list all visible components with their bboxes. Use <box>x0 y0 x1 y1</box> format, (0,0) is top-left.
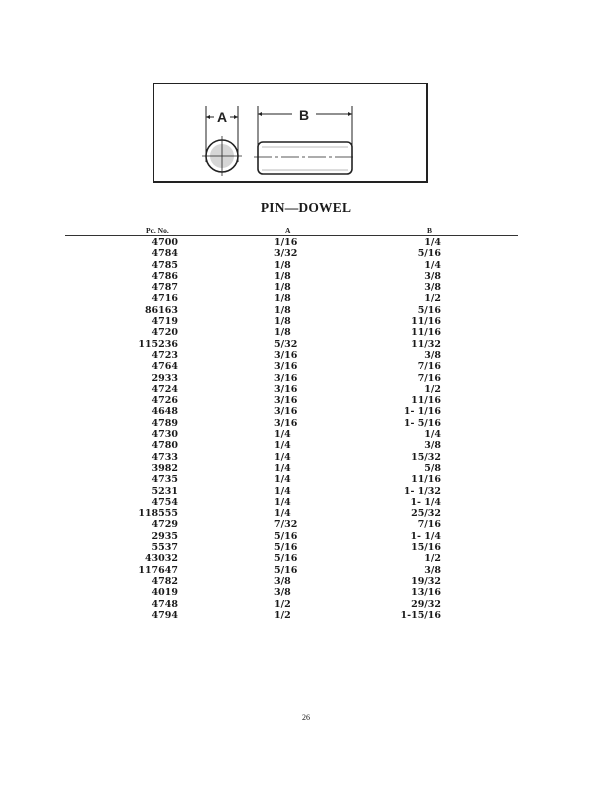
table-cell-b: 13/16 <box>411 587 441 599</box>
table-cell-a: 1/8 <box>274 282 291 294</box>
table-cell-b: 3/8 <box>424 440 441 452</box>
table-cell-a: 5/16 <box>274 564 298 576</box>
table-row <box>0 305 612 316</box>
table-cell-pc-no: 4754 <box>151 496 178 508</box>
dowel-pin-figure <box>153 83 428 183</box>
table-cell-b: 11/16 <box>411 316 441 328</box>
table-cell-pc-no: 4723 <box>151 349 178 361</box>
table-cell-b: 19/32 <box>411 575 441 587</box>
table-cell-a: 1/16 <box>274 237 298 248</box>
table-cell-a: 1/4 <box>274 429 291 441</box>
table-cell-a: 1/2 <box>274 598 291 610</box>
table-cell-pc-no: 4785 <box>151 259 178 271</box>
table-row <box>0 418 612 429</box>
table-cell-b: 3/8 <box>424 349 441 361</box>
table-cell-a: 3/16 <box>274 349 298 361</box>
table-cell-a: 5/32 <box>274 338 298 350</box>
table-row <box>0 576 612 587</box>
table-cell-pc-no: 4784 <box>151 248 178 260</box>
dowel-pin-diagram-icon <box>154 84 429 184</box>
table-row <box>0 519 612 530</box>
table-cell-b: 3/8 <box>424 564 441 576</box>
table-row <box>0 406 612 417</box>
table-row <box>0 440 612 451</box>
table-row <box>0 384 612 395</box>
table-cell-pc-no: 4735 <box>151 474 178 486</box>
table-cell-b: 1/2 <box>424 293 441 305</box>
table-cell-b: 1/2 <box>424 553 441 565</box>
column-header-a: A <box>285 226 291 235</box>
table-cell-b: 3/8 <box>424 282 441 294</box>
table-cell-b: 7/16 <box>417 519 441 531</box>
table-cell-a: 1/8 <box>274 293 291 305</box>
table-row <box>0 565 612 576</box>
table-row <box>0 531 612 542</box>
table-row <box>0 271 612 282</box>
table-cell-pc-no: 3982 <box>151 462 178 474</box>
table-cell-pc-no: 5537 <box>151 542 178 554</box>
table-cell-b: 5/16 <box>417 304 441 316</box>
table-cell-pc-no: 4764 <box>151 361 178 373</box>
table-cell-pc-no: 4787 <box>151 282 178 294</box>
table-cell-pc-no: 4716 <box>151 293 178 305</box>
table-cell-a: 5/16 <box>274 553 298 565</box>
table-cell-b: 1- 1/16 <box>403 406 441 418</box>
table-cell-a: 7/32 <box>274 519 298 531</box>
table-cell-b: 3/8 <box>424 270 441 282</box>
table-row <box>0 248 612 259</box>
table-row <box>0 587 612 598</box>
table-cell-b: 5/16 <box>417 248 441 260</box>
table-cell-pc-no: 117647 <box>138 564 178 576</box>
table-cell-a: 3/32 <box>274 248 298 260</box>
table-cell-a: 3/16 <box>274 383 298 395</box>
table-cell-pc-no: 4786 <box>151 270 178 282</box>
table-cell-a: 3/16 <box>274 361 298 373</box>
table-cell-pc-no: 4748 <box>151 598 178 610</box>
table-cell-b: 29/32 <box>411 598 441 610</box>
table-row <box>0 237 612 248</box>
table-cell-a: 5/16 <box>274 530 298 542</box>
table-cell-pc-no: 5231 <box>151 485 178 497</box>
table-row <box>0 474 612 485</box>
table-cell-pc-no: 4720 <box>151 327 178 339</box>
table-cell-b: 1/2 <box>424 383 441 395</box>
table-row <box>0 497 612 508</box>
table-cell-pc-no: 4648 <box>151 406 178 418</box>
table-cell-b: 1- 1/4 <box>410 496 441 508</box>
table-cell-a: 1/8 <box>274 316 291 328</box>
table-cell-pc-no: 2933 <box>151 372 178 384</box>
table-cell-a: 3/8 <box>274 575 291 587</box>
table-row <box>0 316 612 327</box>
table-cell-pc-no: 4729 <box>151 519 178 531</box>
table-cell-pc-no: 4700 <box>151 237 178 248</box>
table-cell-pc-no: 4724 <box>151 383 178 395</box>
table-row <box>0 553 612 564</box>
table-cell-b: 1/4 <box>424 237 441 248</box>
svg-text:A: A <box>216 109 228 125</box>
table-cell-pc-no: 4782 <box>151 575 178 587</box>
table-cell-pc-no: 86163 <box>144 304 178 316</box>
table-row <box>0 486 612 497</box>
table-cell-a: 1/4 <box>274 440 291 452</box>
table-cell-pc-no: 4019 <box>151 587 178 599</box>
table-row <box>0 508 612 519</box>
table-cell-b: 11/16 <box>411 474 441 486</box>
table-row <box>0 610 612 621</box>
table-cell-a: 1/4 <box>274 508 291 520</box>
table-cell-a: 1/4 <box>274 462 291 474</box>
table-cell-pc-no: 118555 <box>138 508 178 520</box>
table-row <box>0 350 612 361</box>
table-cell-pc-no: 4726 <box>151 395 178 407</box>
page-number: 26 <box>302 713 310 722</box>
table-cell-b: 1- 1/4 <box>410 530 441 542</box>
table-cell-pc-no: 2935 <box>151 530 178 542</box>
table-cell-a: 1/8 <box>274 327 291 339</box>
table-cell-a: 5/16 <box>274 542 298 554</box>
table-row <box>0 339 612 350</box>
table-cell-a: 1/4 <box>274 474 291 486</box>
table-cell-b: 15/32 <box>411 451 441 463</box>
table-row <box>0 293 612 304</box>
table-cell-a: 3/16 <box>274 417 298 429</box>
table-cell-b: 25/32 <box>411 508 441 520</box>
table-cell-b: 1- 1/32 <box>403 485 441 497</box>
table-cell-a: 3/16 <box>274 372 298 384</box>
table-row <box>0 463 612 474</box>
table-cell-pc-no: 4719 <box>151 316 178 328</box>
table-cell-b: 1-15/16 <box>400 609 441 621</box>
table-row <box>0 452 612 463</box>
table-cell-a: 1/4 <box>274 485 291 497</box>
table-cell-a: 1/4 <box>274 451 291 463</box>
svg-text:B: B <box>298 107 310 123</box>
table-header-rule <box>65 235 518 236</box>
table-row <box>0 373 612 384</box>
table-row <box>0 260 612 271</box>
parts-table <box>0 237 612 621</box>
table-cell-b: 1- 5/16 <box>403 417 441 429</box>
table-row <box>0 599 612 610</box>
table-row <box>0 542 612 553</box>
table-cell-pc-no: 4730 <box>151 429 178 441</box>
table-cell-pc-no: 4789 <box>151 417 178 429</box>
table-cell-a: 1/8 <box>274 270 291 282</box>
table-cell-b: 1/4 <box>424 429 441 441</box>
table-cell-b: 7/16 <box>417 372 441 384</box>
table-cell-pc-no: 4780 <box>151 440 178 452</box>
table-cell-b: 11/32 <box>411 338 441 350</box>
table-cell-b: 7/16 <box>417 361 441 373</box>
table-row <box>0 327 612 338</box>
table-cell-b: 1/4 <box>424 259 441 271</box>
table-row <box>0 395 612 406</box>
table-cell-a: 1/8 <box>274 304 291 316</box>
table-cell-a: 1/2 <box>274 609 291 621</box>
table-cell-b: 5/8 <box>424 462 441 474</box>
table-cell-a: 3/8 <box>274 587 291 599</box>
table-cell-b: 15/16 <box>411 542 441 554</box>
page-title: PIN—DOWEL <box>260 200 352 215</box>
table-cell-pc-no: 4794 <box>151 609 178 621</box>
table-cell-a: 3/16 <box>274 395 298 407</box>
table-cell-b: 11/16 <box>411 327 441 339</box>
table-row <box>0 429 612 440</box>
table-row <box>0 361 612 372</box>
table-cell-pc-no: 115236 <box>138 338 178 350</box>
table-cell-a: 1/4 <box>274 496 291 508</box>
table-cell-b: 11/16 <box>411 395 441 407</box>
table-cell-a: 1/8 <box>274 259 291 271</box>
table-row <box>0 282 612 293</box>
column-header-pc-no: Pc. No. <box>146 226 169 235</box>
table-cell-a: 3/16 <box>274 406 298 418</box>
column-header-b: B <box>427 226 433 235</box>
table-cell-pc-no: 4733 <box>151 451 178 463</box>
table-cell-pc-no: 43032 <box>144 553 178 565</box>
